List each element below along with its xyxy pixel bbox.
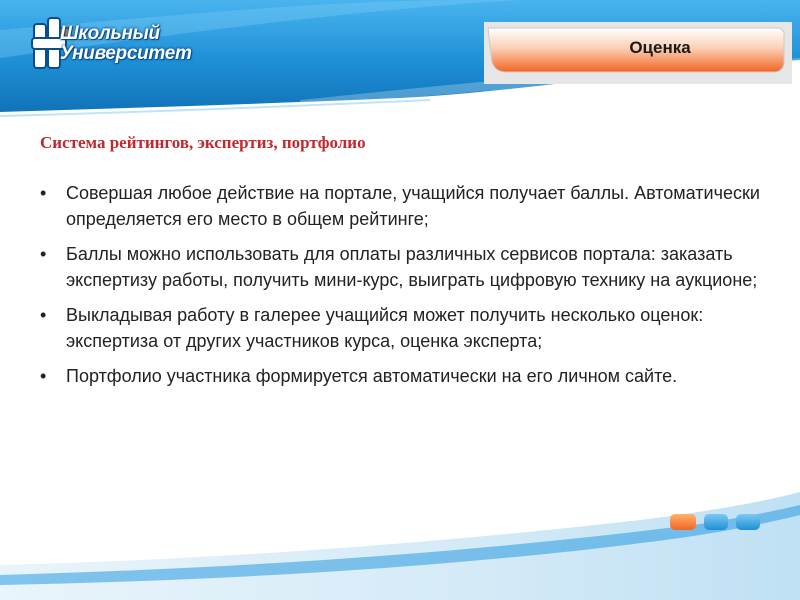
page-heading: Система рейтингов, экспертиз, портфолио (40, 133, 366, 152)
bullet-marker: • (40, 244, 47, 264)
list-item (40, 241, 760, 293)
bullet-list (40, 180, 760, 398)
section-title: Оценка (629, 38, 691, 57)
logo-line-1: Школьный (60, 23, 160, 44)
decorative-squares-icon (668, 510, 768, 534)
list-item (40, 363, 760, 389)
bullet-marker: • (40, 183, 47, 203)
list-item-text: Портфолио участника формируется автоматически на его личном сайте. (66, 366, 678, 386)
logo-text (60, 24, 192, 64)
logo-line-2: Университет (60, 43, 192, 64)
list-item-text: Выкладывая работу в галерее учащийся может получить несколько оценок: экспертиза от других участников курса, оценка эксперта; (66, 305, 704, 351)
list-item-text: Баллы можно использовать для оплаты различных сервисов портала: заказать экспертизу работы, получить мини-курс, выиграть цифровую технику на аукционе; (66, 244, 758, 290)
list-item (40, 180, 760, 232)
bullet-marker: • (40, 366, 47, 386)
list-item-text: Совершая любое действие на портале, учащийся получает баллы. Автоматически определяется его место в общем рейтинге; (66, 183, 760, 229)
bullet-marker: • (40, 305, 47, 325)
list-item (40, 302, 760, 354)
